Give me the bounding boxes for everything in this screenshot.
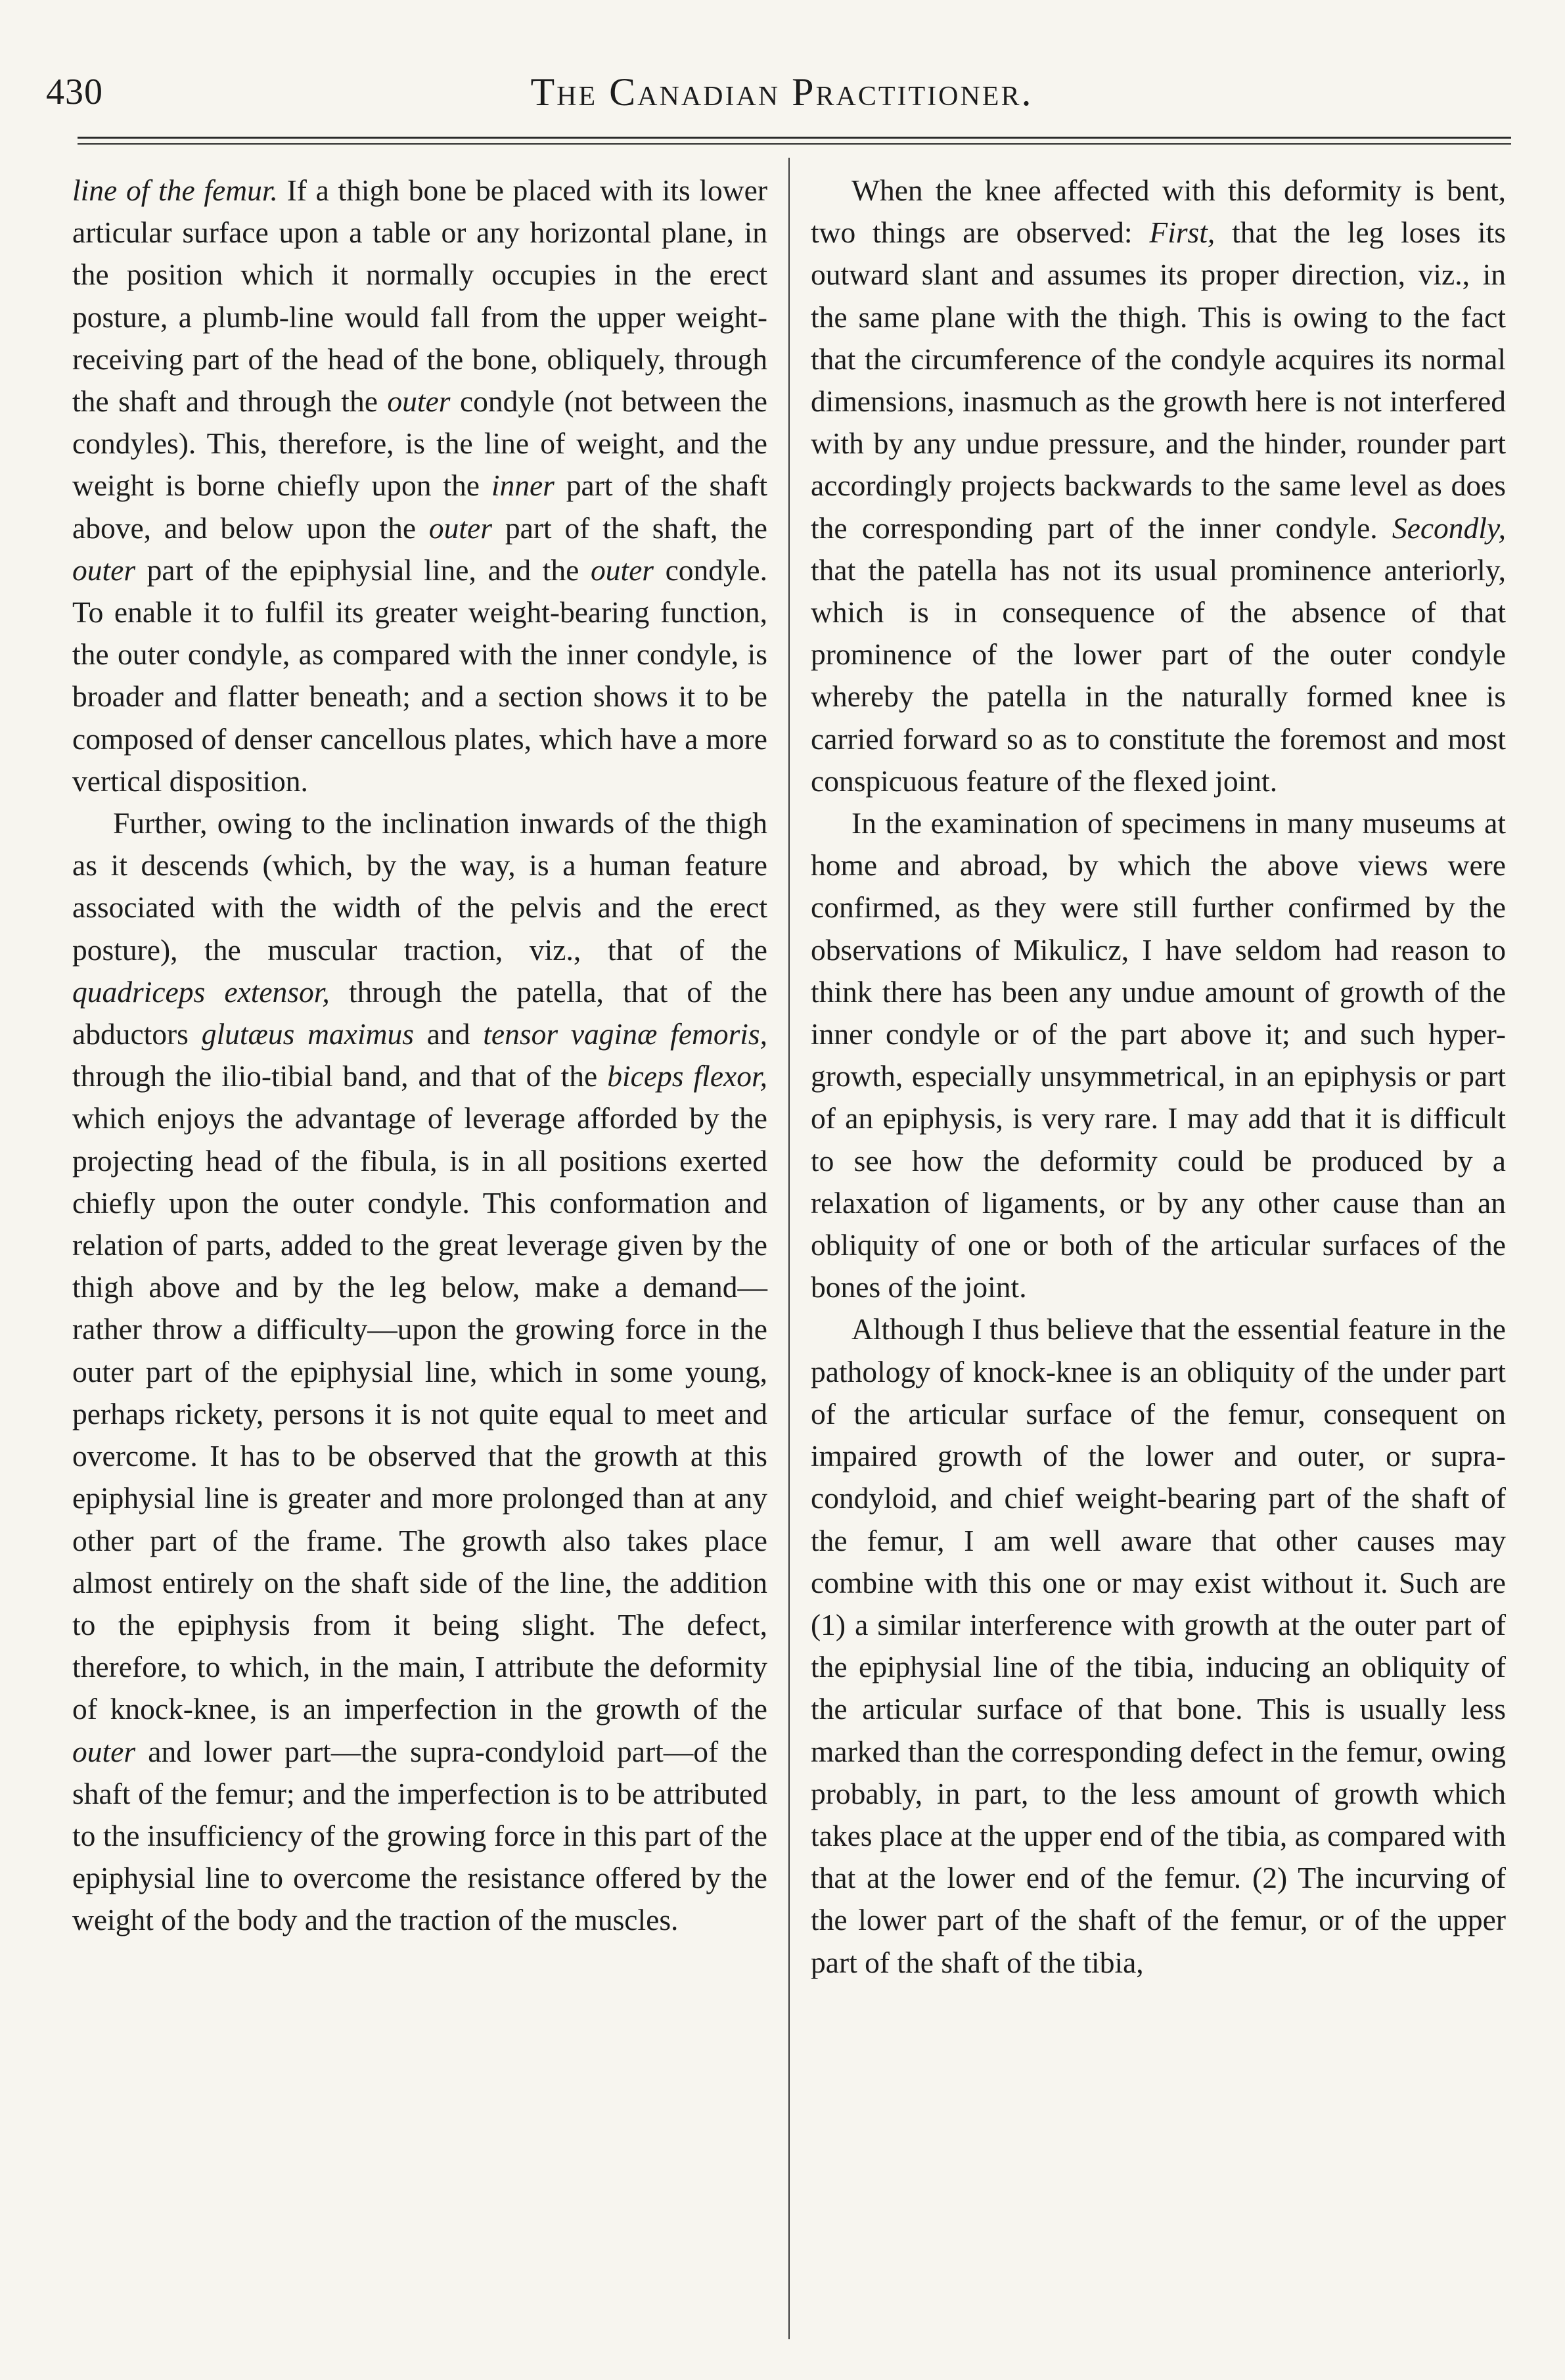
text-run: Although I thus believe that the essential feature in the pathology of knock-knee is an obliquity of the under part of the articular surface of the femur, consequent on impaired growth of the lower and outer, or supra-condyloid, and chief weight-bearing part of the shaft of the femur, I am well aware that other causes may combine with this one or may exist without it. Such are (1) a similar interference with growth at the outer part of the epiphysial line of the tibia, inducing an obliquity of the articular surface of that bone. This is usually less marked than the corresponding defect in the femur, owing probably, in part, to the less amount of growth which takes place at the upper end of the tibia, as compared with that at the lower end of the femur. (2) The incurving of the lower part of the shaft of the femur, or of the upper part of the shaft of the tibia,: [811, 1312, 1506, 1979]
running-header: [46, 66, 1518, 118]
italic-text: quadriceps extensor,: [72, 974, 330, 1009]
text-run: condyle. To enable it to fulfil its greater weight-bearing function, the outer condyle, as compared with the inner condyle, is broader and flatter beneath; and a section shows it to be composed of denser cancellous plates, which have a more vertical disposition.: [72, 553, 767, 798]
paragraph: [811, 802, 1506, 1308]
text-run: If a thigh bone be placed with its lower articular surface upon a table or any horizontal plane, in the position which it normally occupies in the erect posture, a plumb-line would fall from the upper weight-receiving part of the head of the bone, obliquely, through the shaft and through the: [72, 173, 767, 419]
text-run: through the patella, that of the abductors: [72, 974, 768, 1051]
italic-text: line of the femur.: [72, 173, 278, 207]
italic-text: tensor vaginæ femoris,: [483, 1017, 768, 1051]
text-run: through the ilio-tibial band, and that of the: [72, 1059, 608, 1093]
paragraph: [811, 1308, 1506, 1983]
left-column: [72, 170, 767, 1942]
paragraph: [72, 802, 767, 1941]
paragraph: [72, 170, 767, 802]
italic-text: biceps flexor,: [607, 1059, 768, 1093]
italic-text: glutæus maximus: [201, 1017, 414, 1051]
italic-text: First,: [1149, 216, 1215, 250]
paragraph: [811, 170, 1506, 802]
header-rule-bottom: [78, 143, 1511, 145]
text-run: and: [413, 1017, 484, 1051]
journal-title: The Canadian Practitioner.: [530, 70, 1033, 114]
text-run: which enjoys the advantage of leverage afforded by the projecting head of the fibula, is in all positions exerted chiefly upon the outer condyle. This conformation and relation of parts, added to the great leverage given by the thigh above and by the leg below, make a demand—rather throw a difficulty—upon the growing force in the outer part of the epiphysial line, which in some young, perhaps rickety, persons it is not quite equal to meet and overcome. It has to be observed that the growth at this epiphysial line is greater and more prolonged than at any other part of the frame. The growth also takes place almost entirely on the shaft side of the line, the addition to the epiphysis from it being slight. The defect, therefore, to which, in the main, I attribute the deformity of knock-knee, is an imperfection in the growth of the: [72, 1101, 767, 1726]
text-run: When the knee affected with this deformity is bent, two things are observed:: [811, 173, 1506, 250]
right-column: [811, 170, 1506, 1984]
text-run: condyle (not between the condyles). This, therefore, is the line of weight, and the weight is borne chiefly upon the: [72, 384, 768, 503]
italic-text: outer: [72, 553, 136, 587]
header-rule-top: [78, 137, 1511, 139]
text-run: part of the shaft above, and below upon the: [72, 469, 767, 545]
text-run: and lower part—the supra-condyloid part—of the shaft of the femur; and the imperfection is to be attributed to the insufficiency of the growing force in this part of the epiphysial line to overcome the resistance offered by the weight of the body and the traction of the muscles.: [72, 1734, 767, 1937]
italic-text: inner: [491, 469, 555, 503]
text-run: part of the shaft, the: [491, 511, 767, 545]
italic-text: outer: [387, 384, 451, 419]
page-number: 430: [46, 72, 103, 112]
italic-text: Secondly,: [1392, 511, 1506, 545]
text-run: Further, owing to the inclination inwards of the thigh as it descends (which, by the way, is a human feature associated with the width of the pelvis and the erect posture), the muscular traction, viz., that of the: [72, 806, 767, 967]
text-run: that the leg loses its outward slant and assumes its proper direction, viz., in the same plane with the thigh. This is owing to the fact that the circumference of the condyle acquires its normal dimensions, inasmuch as the growth here is not interfered with by any undue pressure, and the hinder, rounder part accordingly projects backwards to the same level as does the corresponding part of the inner condyle.: [811, 216, 1507, 545]
italic-text: outer: [428, 511, 492, 545]
text-run: part of the epiphysial line, and the: [135, 553, 591, 587]
italic-text: outer: [590, 553, 654, 587]
text-run: that the patella has not its usual prominence anteriorly, which is in consequence of the absence of that prominence of the lower part of the outer condyle whereby the patella in the naturally formed knee is carried forward so as to constitute the foremost and most conspicuous feature of the flexed joint.: [811, 553, 1506, 798]
column-divider: [788, 158, 790, 2339]
text-run: In the examination of specimens in many museums at home and abroad, by which the above views were confirmed, as they were still further confirmed by the observations of Mikulicz, I have seldom had reason to think there has been any undue amount of growth of the inner condyle or of the part above it; and such hyper-growth, especially unsymmetrical, in an epiphysis or part of an epiphysis, is very rare. I may add that it is difficult to see how the deformity could be produced by a relaxation of ligaments, or by any other cause than an obliquity of one or both of the articular surfaces of the bones of the joint.: [811, 806, 1506, 1304]
italic-text: outer: [72, 1734, 136, 1768]
